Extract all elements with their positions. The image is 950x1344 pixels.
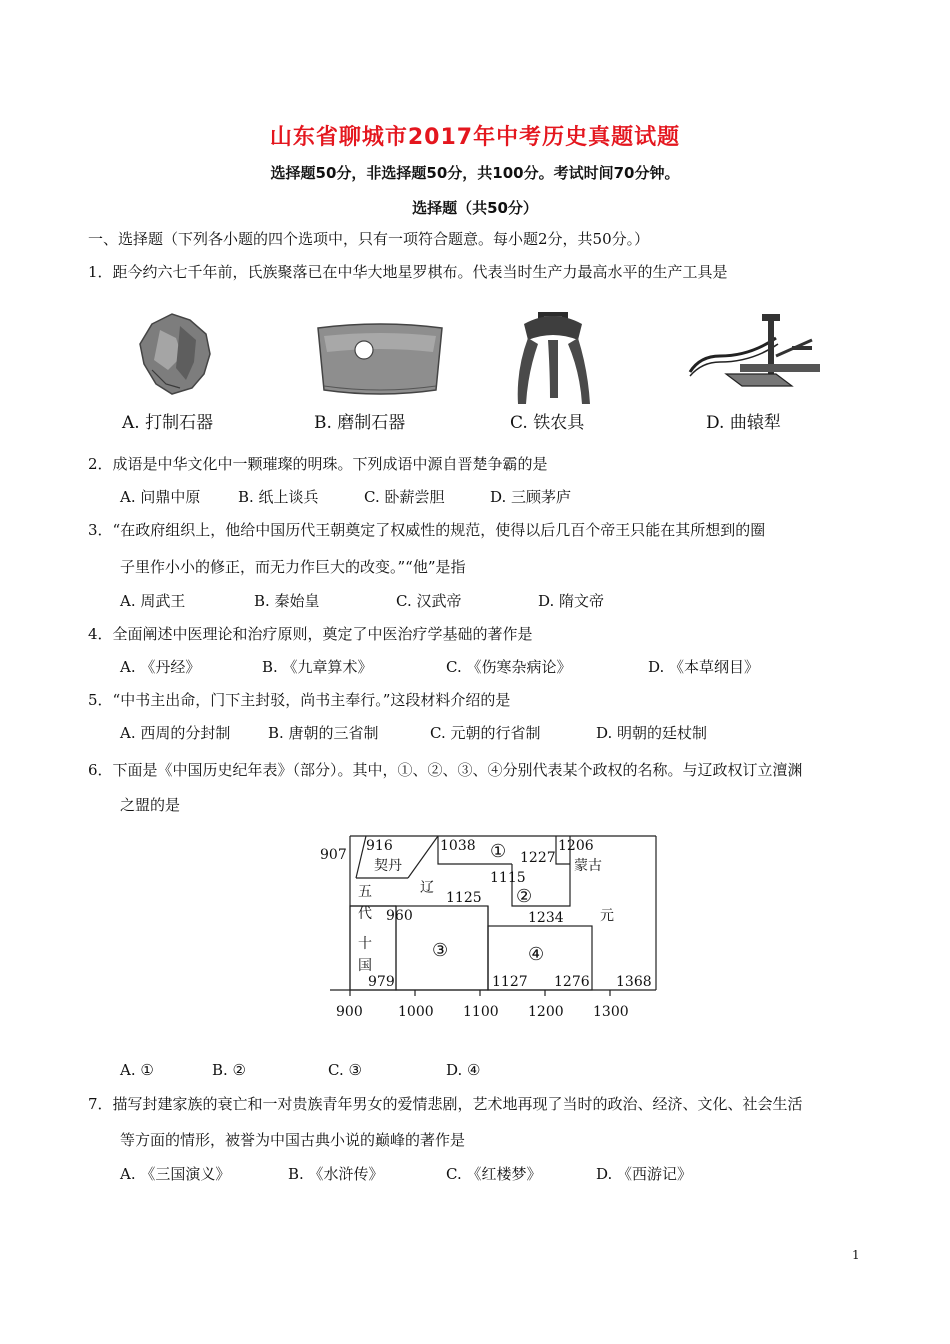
tool-caption-a: A. 打制石器	[122, 413, 214, 433]
question-2-option-a[interactable]: A. 问鼎中原	[120, 488, 201, 506]
question-4-option-c[interactable]: C. 《伤寒杂病论》	[446, 658, 572, 676]
year-1038: 1038	[440, 838, 476, 854]
year-1234: 1234	[528, 910, 564, 926]
question-4-option-d[interactable]: D. 《本草纲目》	[648, 658, 760, 676]
section-heading: 选择题（共50分）	[412, 199, 538, 217]
label-circle-4: ④	[528, 944, 545, 965]
question-5-option-a[interactable]: A. 西周的分封制	[120, 724, 231, 742]
year-1368: 1368	[616, 974, 652, 990]
question-6-stem-line-2: 之盟的是	[120, 796, 181, 814]
year-916: 916	[366, 838, 393, 854]
question-2-option-c[interactable]: C. 卧薪尝胆	[364, 488, 445, 506]
axis-tick-900: 900	[336, 1004, 363, 1020]
question-4-stem: 4．全面阐述中医理论和治疗原则，奠定了中医治疗学基础的著作是	[88, 625, 533, 643]
question-3-stem-line-2: 子里作小小的修正，而无力作巨大的改变。”“他”是指	[120, 558, 466, 576]
question-6-option-a[interactable]: A. ①	[120, 1061, 154, 1079]
question-6-stem-line-1: 6．下面是《中国历史纪年表》（部分）。其中，①、②、③、④分别代表某个政权的名称。与辽政权订立澶渊	[88, 761, 803, 779]
label-wu: 五	[358, 884, 372, 900]
question-7-option-b[interactable]: B. 《水浒传》	[288, 1165, 384, 1183]
question-5-option-b[interactable]: B. 唐朝的三省制	[268, 724, 379, 742]
question-7-option-a[interactable]: A. 《三国演义》	[120, 1165, 231, 1183]
axis-tick-1000: 1000	[398, 1004, 434, 1020]
question-3-option-a[interactable]: A. 周武王	[120, 592, 186, 610]
chronology-table-diagram	[300, 826, 680, 1026]
question-7-stem-line-1: 7．描写封建家族的衰亡和一对贵族青年男女的爱情悲剧，艺术地再现了当时的政治、经济、文化、社会生活	[88, 1095, 803, 1113]
label-qidan: 契丹	[374, 858, 402, 874]
year-1227: 1227	[520, 850, 556, 866]
tool-caption-b: B. 磨制石器	[314, 413, 406, 433]
year-1125: 1125	[446, 890, 482, 906]
question-6-option-d[interactable]: D. ④	[446, 1061, 481, 1079]
year-1115: 1115	[490, 870, 526, 886]
label-liao: 辽	[420, 880, 434, 896]
question-5-option-c[interactable]: C. 元朝的行省制	[430, 724, 541, 742]
label-yuan: 元	[600, 908, 614, 924]
question-5-stem: 5．“中书主出命，门下主封驳，尚书主奉行。”这段材料介绍的是	[88, 691, 511, 709]
question-3-option-b[interactable]: B. 秦始皇	[254, 592, 320, 610]
year-960: 960	[386, 908, 413, 924]
page-number: 1	[852, 1248, 860, 1262]
question-6-option-c[interactable]: C. ③	[328, 1061, 362, 1079]
label-shi: 十	[358, 936, 372, 952]
question-3-stem-line-1: 3．“在政府组织上，他给中国历代王朝奠定了权威性的规范，使得以后几百个帝王只能在其所想到的圈	[88, 521, 766, 539]
question-2-option-d[interactable]: D. 三顾茅庐	[490, 488, 572, 506]
page-title: 山东省聊城市2017年中考历史真题试题	[269, 125, 681, 150]
question-2-option-b[interactable]: B. 纸上谈兵	[238, 488, 319, 506]
label-menggu: 蒙古	[574, 858, 602, 874]
axis-tick-1100: 1100	[463, 1004, 499, 1020]
year-979: 979	[368, 974, 395, 990]
label-guo: 国	[358, 958, 372, 974]
question-3-option-c[interactable]: C. 汉武帝	[396, 592, 462, 610]
label-circle-2: ②	[516, 886, 533, 907]
label-circle-3: ③	[432, 940, 449, 961]
year-907: 907	[320, 847, 347, 863]
label-circle-1: ①	[490, 841, 507, 862]
year-1206: 1206	[558, 838, 594, 854]
question-5-option-d[interactable]: D. 明朝的廷杖制	[596, 724, 708, 742]
question-2-stem: 2．成语是中华文化中一颗璀璨的明珠。下列成语中源自晋楚争霸的是	[88, 455, 548, 473]
question-3-option-d[interactable]: D. 隋文帝	[538, 592, 605, 610]
qidan-liao-diagonal	[408, 836, 438, 878]
exam-info: 选择题50分，非选择题50分，共100分。考试时间70分钟。	[270, 164, 680, 182]
question-7-option-d[interactable]: D. 《西游记》	[596, 1165, 693, 1183]
question-6-option-b[interactable]: B. ②	[212, 1061, 247, 1079]
axis-tick-1300: 1300	[593, 1004, 629, 1020]
tool-caption-d: D. 曲辕犁	[706, 413, 781, 433]
instructions: 一、选择题（下列各小题的四个选项中，只有一项符合题意。每小题2分，共50分。）	[88, 230, 650, 248]
qidan-boundary	[356, 836, 366, 878]
label-dai: 代	[358, 906, 372, 922]
question-4-option-a[interactable]: A. 《丹经》	[120, 658, 201, 676]
question-7-stem-line-2: 等方面的情形，被誉为中国古典小说的巅峰的著作是	[120, 1131, 466, 1149]
year-1276: 1276	[554, 974, 590, 990]
year-1127: 1127	[492, 974, 528, 990]
question-1-stem: 1．距今约六七千年前，氏族聚落已在中华大地星罗棋布。代表当时生产力最高水平的生产工具是	[88, 263, 728, 281]
axis-tick-1200: 1200	[528, 1004, 564, 1020]
question-7-option-c[interactable]: C. 《红楼梦》	[446, 1165, 542, 1183]
tool-caption-c: C. 铁农具	[510, 413, 585, 433]
question-4-option-b[interactable]: B. 《九章算术》	[262, 658, 373, 676]
